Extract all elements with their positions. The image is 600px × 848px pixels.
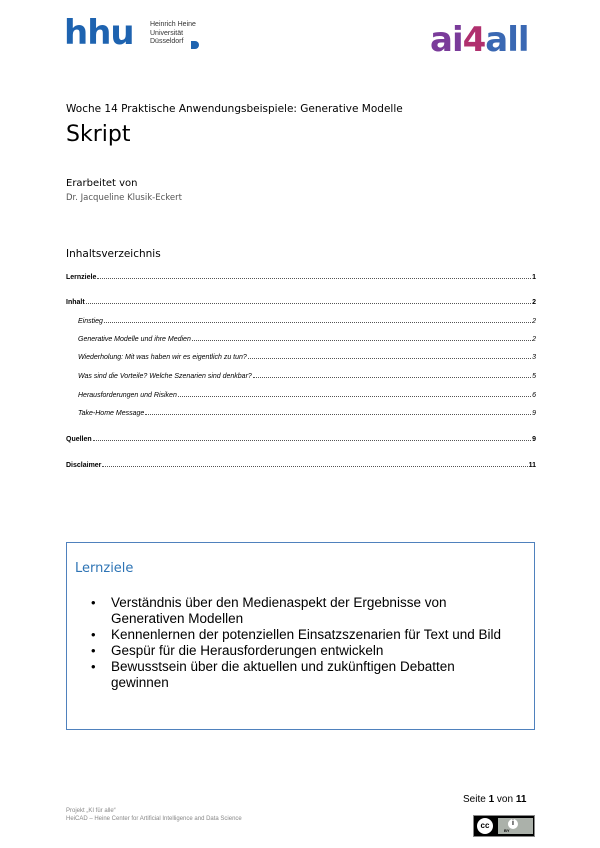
toc-entry[interactable] <box>66 462 536 469</box>
toc-entry-label: Take-Home Message <box>78 410 145 417</box>
document-title: Skript <box>66 122 131 147</box>
toc-dot-leader <box>192 340 531 341</box>
toc-dot-leader <box>248 358 531 359</box>
toc-entry-label: Einstieg <box>78 318 103 325</box>
list-item: • Kennenlernen der potenziellen Einsatzszenarien für Text und Bild <box>91 627 511 643</box>
toc-entry[interactable] <box>78 354 536 361</box>
attribution-person-icon: i <box>508 819 518 829</box>
toc-entry-page: 6 <box>532 392 536 399</box>
list-item: • Bewusstsein über die aktuellen und zukünftigen Debatten gewinnen <box>91 659 511 691</box>
learning-goals-list <box>91 595 511 691</box>
toc-entry-label: Lernziele <box>66 274 97 281</box>
creative-commons-icon: cc <box>477 818 493 834</box>
toc-entry-page: 11 <box>528 462 536 469</box>
list-item: • Verständnis über den Medienaspekt der Ergebnisse von Generativen Modellen <box>91 595 511 627</box>
learning-goals-box <box>66 542 535 730</box>
toc-dot-leader <box>86 303 531 304</box>
hhu-logo <box>64 13 214 55</box>
week-subtitle: Woche 14 Praktische Anwendungsbeispiele: Generative Modelle <box>66 103 403 115</box>
hhu-logo-word: hhu <box>64 13 134 53</box>
toc-entry-page: 2 <box>532 318 536 325</box>
toc-entry-label: Was sind die Vorteile? Welche Szenarien sind denkbar? <box>78 373 252 380</box>
author-label: Erarbeitet von <box>66 178 138 189</box>
toc-entry-page: 5 <box>532 373 536 380</box>
toc-heading: Inhaltsverzeichnis <box>66 248 161 260</box>
toc-entry[interactable] <box>78 392 536 399</box>
footer-project-line-1: Projekt „KI für alle“ <box>66 808 116 814</box>
hhu-sub-line-1: Heinrich Heine <box>150 21 196 28</box>
toc-dot-leader <box>97 278 531 279</box>
learning-goals-title: Lernziele <box>75 561 134 576</box>
toc-entry[interactable] <box>78 318 536 325</box>
toc-entry[interactable] <box>66 274 536 281</box>
toc-entry[interactable] <box>78 373 536 380</box>
cc-by-license-badge <box>473 815 535 837</box>
toc-entry-page: 9 <box>532 410 536 417</box>
toc-dot-leader <box>102 466 527 467</box>
toc-entry[interactable] <box>78 336 536 343</box>
toc-entry-label: Wiederholung: Mit was haben wir es eigentlich zu tun? <box>78 354 247 361</box>
hhu-sub-line-2: Universität <box>150 29 184 37</box>
hhu-logo-subtitle <box>150 21 196 47</box>
toc-entry[interactable] <box>66 436 536 443</box>
list-item: • Gespür für die Herausforderungen entwickeln <box>91 643 511 659</box>
toc-dot-leader <box>178 396 531 397</box>
footer-project-line-2: HeiCAD – Heine Center for Artificial Intelligence and Data Science <box>66 816 242 822</box>
toc-entry-label: Generative Modelle und ihre Medien <box>78 336 191 343</box>
ai4all-logo <box>430 20 545 66</box>
footer-project-info <box>66 807 242 823</box>
toc-dot-leader <box>145 414 531 415</box>
cc-by-panel <box>498 818 533 834</box>
toc-entry-page: 3 <box>532 354 536 361</box>
toc-entry-label: Disclaimer <box>66 462 102 469</box>
author-name: Dr. Jacqueline Klusik-Eckert <box>66 193 182 203</box>
page-number: Seite 1 von 11 <box>463 794 527 805</box>
toc-dot-leader <box>104 322 531 323</box>
toc-entry-page: 1 <box>532 274 536 281</box>
toc-entry-label: Herausforderungen und Risiken <box>78 392 177 399</box>
toc-entry[interactable] <box>66 299 536 306</box>
toc-entry-page: 9 <box>532 436 536 443</box>
toc-entry[interactable] <box>78 410 536 417</box>
cc-by-label: BY <box>504 828 510 833</box>
toc-entry-page: 2 <box>532 336 536 343</box>
hhu-sub-line-3: Düsseldorf <box>150 38 184 45</box>
hhu-logo-mark <box>191 41 199 49</box>
toc-entry-label: Quellen <box>66 436 92 443</box>
toc-dot-leader <box>93 440 531 441</box>
toc-entry-label: Inhalt <box>66 299 85 306</box>
ai4all-logo-word: ai4all <box>430 20 529 60</box>
toc-dot-leader <box>253 377 531 378</box>
toc-entry-page: 2 <box>532 299 536 306</box>
